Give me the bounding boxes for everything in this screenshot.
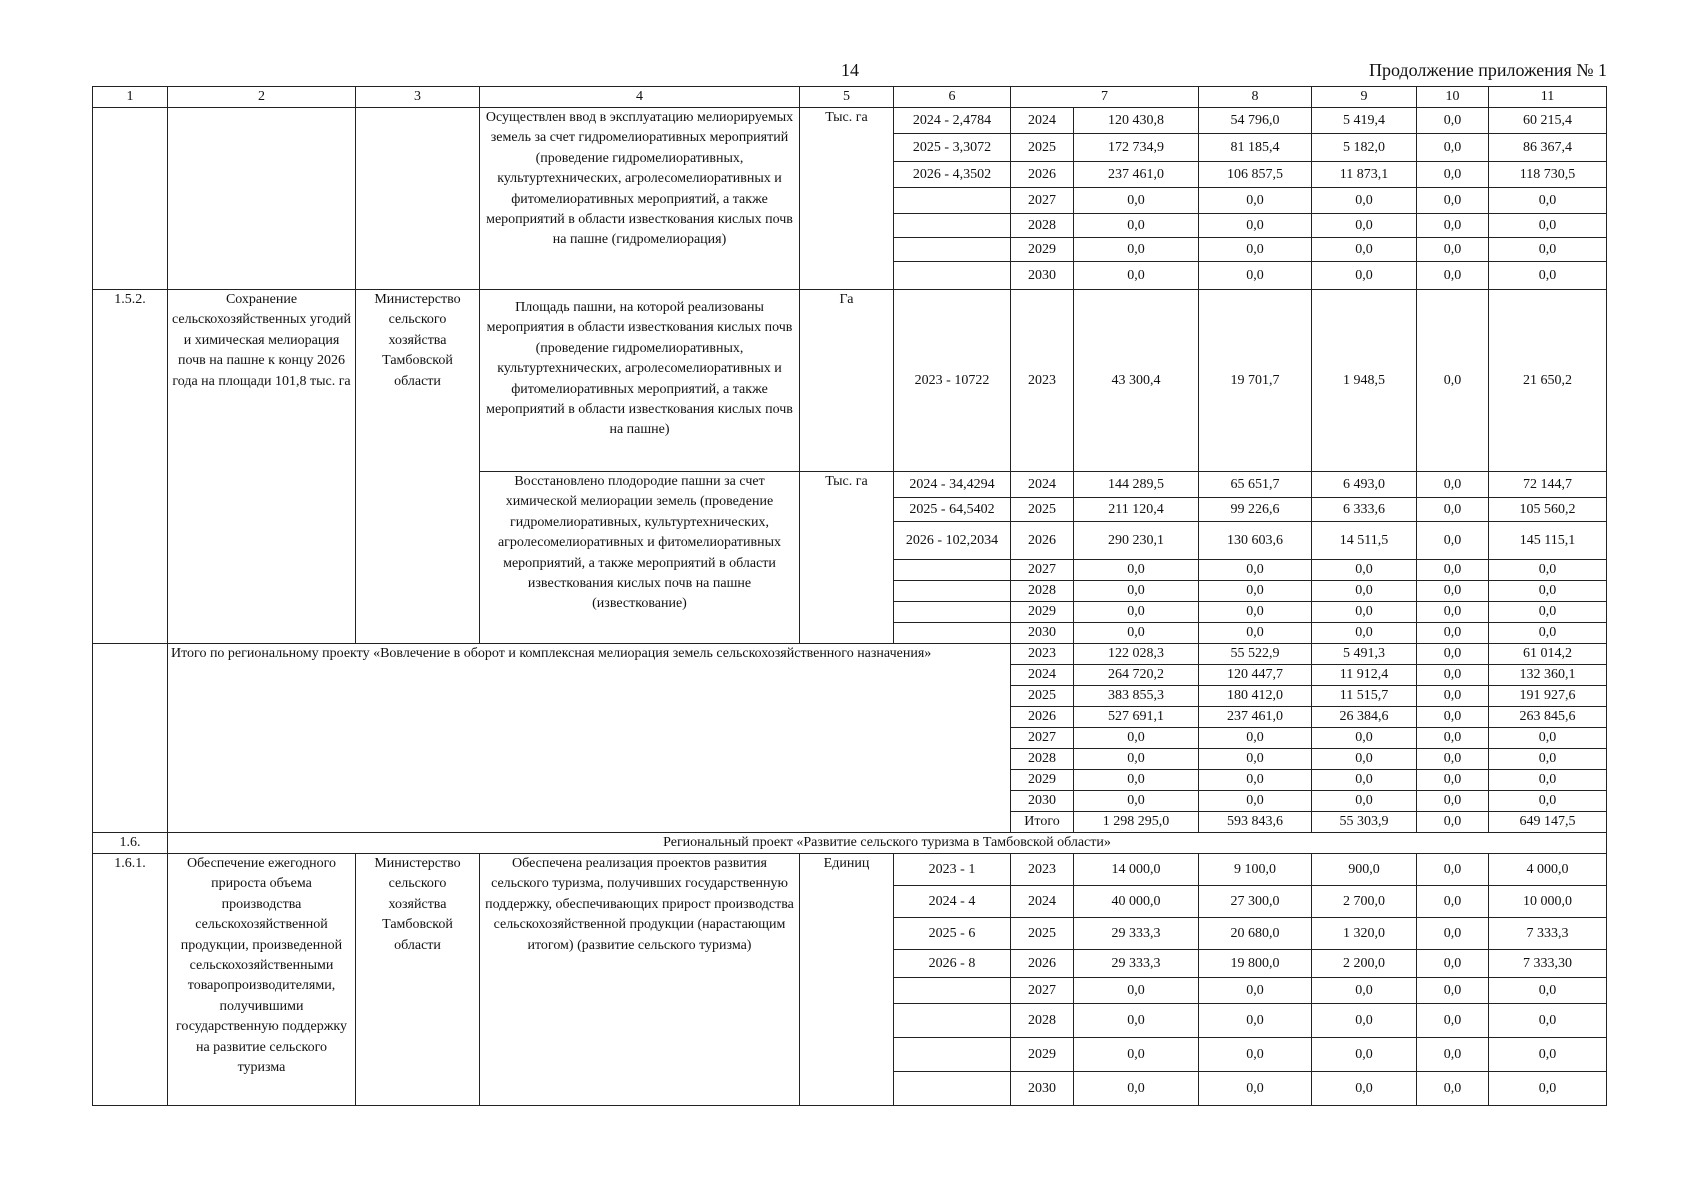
amount-cell: 0,0 (1312, 188, 1417, 214)
column-header: 7 (1011, 87, 1199, 108)
amount-cell: 0,0 (1417, 1038, 1489, 1072)
year-cell: 2027 (1011, 978, 1074, 1004)
amount-cell: 29 333,3 (1074, 918, 1199, 950)
target-value-cell (894, 978, 1011, 1004)
amount-cell: 43 300,4 (1074, 290, 1199, 472)
amount-cell: 900,0 (1312, 854, 1417, 886)
target-value-cell: 2023 - 1 (894, 854, 1011, 886)
regional-total-label: Итого по региональному проекту «Вовлечение в оборот и комплексная мелиорация земель сельскохозяйственного назначения» (168, 644, 1011, 833)
year-cell: 2023 (1011, 644, 1074, 665)
amount-cell: 61 014,2 (1489, 644, 1607, 665)
amount-cell: 0,0 (1417, 238, 1489, 262)
row-number-cell (93, 108, 168, 290)
amount-cell: 0,0 (1489, 749, 1607, 770)
executor-cell: Министерство сельского хозяйства Тамбовской области (356, 290, 480, 644)
target-value-cell (894, 238, 1011, 262)
amount-cell: 0,0 (1312, 728, 1417, 749)
section-number: 1.6. (93, 833, 168, 854)
amount-cell: 0,0 (1074, 770, 1199, 791)
indicator-name: Осуществлен ввод в эксплуатацию мелиорируемых земель за счет гидромелиоративных мероприятий (проведение гидромелиоративных, культуртехнических, агролесомелиоративных и фитомелиоративных мероприятий, а также мероприятий в области известкования кислых почв на пашне (гидромелиорация) (480, 108, 800, 290)
amount-cell: 0,0 (1312, 1072, 1417, 1106)
target-value-cell: 2024 - 4 (894, 886, 1011, 918)
amount-cell: 0,0 (1312, 978, 1417, 1004)
amount-cell: 0,0 (1074, 262, 1199, 290)
table-row (93, 854, 1607, 886)
target-value-cell: 2024 - 2,4784 (894, 108, 1011, 134)
amount-cell: 211 120,4 (1074, 498, 1199, 522)
amount-cell: 0,0 (1074, 728, 1199, 749)
target-value-cell (894, 262, 1011, 290)
target-value-cell (894, 214, 1011, 238)
amount-cell: 0,0 (1489, 978, 1607, 1004)
target-value-cell (894, 581, 1011, 602)
amount-cell: 54 796,0 (1199, 108, 1312, 134)
amount-cell: 180 412,0 (1199, 686, 1312, 707)
column-header: 2 (168, 87, 356, 108)
amount-cell: 29 333,3 (1074, 950, 1199, 978)
amount-cell: 0,0 (1199, 1004, 1312, 1038)
amount-cell: 527 691,1 (1074, 707, 1199, 728)
executor-cell: Министерство сельского хозяйства Тамбовской области (356, 854, 480, 1106)
amount-cell: 264 720,2 (1074, 665, 1199, 686)
measure-name-cell: Сохранение сельскохозяйственных угодий и химическая мелиорация почв на пашне к концу 2026 года на площади 101,8 тыс. га (168, 290, 356, 644)
year-cell: 2025 (1011, 498, 1074, 522)
amount-cell: 81 185,4 (1199, 134, 1312, 162)
amount-cell: 0,0 (1489, 1072, 1607, 1106)
indicator-name: Обеспечена реализация проектов развития сельского туризма, получивших государственную поддержку, обеспечивающих прирост производства сельскохозяйственной продукции (нарастающим итогом) (развитие сельского туризма) (480, 854, 800, 1106)
target-value-cell: 2025 - 64,5402 (894, 498, 1011, 522)
amount-cell: 290 230,1 (1074, 522, 1199, 560)
year-cell: 2025 (1011, 918, 1074, 950)
amount-cell: 14 511,5 (1312, 522, 1417, 560)
amount-cell: 0,0 (1417, 108, 1489, 134)
amount-cell: 0,0 (1417, 728, 1489, 749)
amount-cell: 10 000,0 (1489, 886, 1607, 918)
amount-cell: 4 000,0 (1489, 854, 1607, 886)
amount-cell: 0,0 (1199, 978, 1312, 1004)
year-cell: 2029 (1011, 238, 1074, 262)
year-cell: 2026 (1011, 707, 1074, 728)
amount-cell: 27 300,0 (1199, 886, 1312, 918)
amount-cell: 172 734,9 (1074, 134, 1199, 162)
column-header: 6 (894, 87, 1011, 108)
amount-cell: 60 215,4 (1489, 108, 1607, 134)
target-value-cell: 2026 - 4,3502 (894, 162, 1011, 188)
amount-cell: 0,0 (1312, 1004, 1417, 1038)
amount-cell: 2 700,0 (1312, 886, 1417, 918)
amount-cell: 6 493,0 (1312, 472, 1417, 498)
amount-cell: 1 948,5 (1312, 290, 1417, 472)
row-number-cell: 1.6.1. (93, 854, 168, 1106)
amount-cell: 5 491,3 (1312, 644, 1417, 665)
amount-cell: 0,0 (1417, 749, 1489, 770)
amount-cell: 0,0 (1312, 791, 1417, 812)
amount-cell: 0,0 (1417, 162, 1489, 188)
column-header: 8 (1199, 87, 1312, 108)
measure-name-cell (168, 108, 356, 290)
year-cell: 2027 (1011, 728, 1074, 749)
appendix-continuation-note: Продолжение приложения № 1 (1368, 60, 1607, 80)
amount-cell: 0,0 (1199, 770, 1312, 791)
amount-cell: 0,0 (1489, 770, 1607, 791)
unit-cell: Тыс. га (800, 472, 894, 644)
column-header: 1 (93, 87, 168, 108)
amount-cell: 6 333,6 (1312, 498, 1417, 522)
target-value-cell: 2024 - 34,4294 (894, 472, 1011, 498)
amount-cell: 0,0 (1199, 214, 1312, 238)
amount-cell: 0,0 (1199, 791, 1312, 812)
year-cell: 2028 (1011, 1004, 1074, 1038)
year-cell: 2028 (1011, 581, 1074, 602)
amount-cell: 0,0 (1312, 1038, 1417, 1072)
amount-cell: 5 182,0 (1312, 134, 1417, 162)
amount-cell: 20 680,0 (1199, 918, 1312, 950)
amount-cell: 0,0 (1312, 214, 1417, 238)
year-cell: 2030 (1011, 791, 1074, 812)
amount-cell: 0,0 (1199, 602, 1312, 623)
unit-cell: Тыс. га (800, 108, 894, 290)
year-cell: 2023 (1011, 854, 1074, 886)
table-row (93, 833, 1607, 854)
header-row (93, 87, 1607, 108)
amount-cell: 0,0 (1417, 978, 1489, 1004)
amount-cell: 0,0 (1312, 560, 1417, 581)
target-value-cell (894, 188, 1011, 214)
amount-cell: 0,0 (1417, 623, 1489, 644)
amount-cell: 19 701,7 (1199, 290, 1312, 472)
amount-cell: 0,0 (1417, 498, 1489, 522)
amount-cell: 237 461,0 (1199, 707, 1312, 728)
amount-cell: 0,0 (1417, 686, 1489, 707)
amount-cell: 0,0 (1417, 262, 1489, 290)
year-cell: 2029 (1011, 602, 1074, 623)
target-value-cell (894, 1072, 1011, 1106)
amount-cell: 86 367,4 (1489, 134, 1607, 162)
amount-cell: 65 651,7 (1199, 472, 1312, 498)
amount-cell: 0,0 (1074, 1072, 1199, 1106)
amount-cell: 0,0 (1199, 262, 1312, 290)
unit-cell: Га (800, 290, 894, 472)
year-cell: 2024 (1011, 665, 1074, 686)
amount-cell: 0,0 (1417, 950, 1489, 978)
amount-cell: 191 927,6 (1489, 686, 1607, 707)
amount-cell: 0,0 (1199, 560, 1312, 581)
row-number-cell (93, 644, 168, 833)
amount-cell: 0,0 (1417, 581, 1489, 602)
amount-cell: 0,0 (1312, 770, 1417, 791)
amount-cell: 118 730,5 (1489, 162, 1607, 188)
year-cell: 2028 (1011, 749, 1074, 770)
amount-cell: 14 000,0 (1074, 854, 1199, 886)
amount-cell: 0,0 (1417, 644, 1489, 665)
amount-cell: 0,0 (1417, 770, 1489, 791)
year-cell: 2026 (1011, 162, 1074, 188)
amount-cell: 0,0 (1489, 1004, 1607, 1038)
measure-name-cell: Обеспечение ежегодного прироста объема производства сельскохозяйственной продукции, произведенной сельскохозяйственными товаропроизводителями, получившими государственную поддержку на развитие сельского туризма (168, 854, 356, 1106)
amount-cell: 0,0 (1417, 707, 1489, 728)
amount-cell: 0,0 (1074, 749, 1199, 770)
year-cell: 2025 (1011, 134, 1074, 162)
amount-cell: 0,0 (1312, 262, 1417, 290)
amount-cell: 7 333,3 (1489, 918, 1607, 950)
section-title: Региональный проект «Развитие сельского туризма в Тамбовской области» (168, 833, 1607, 854)
amount-cell: 0,0 (1417, 1004, 1489, 1038)
year-cell: 2030 (1011, 623, 1074, 644)
amount-cell: 0,0 (1417, 188, 1489, 214)
amount-cell: 0,0 (1417, 854, 1489, 886)
year-cell: 2024 (1011, 886, 1074, 918)
amount-cell: 0,0 (1489, 560, 1607, 581)
year-cell: 2030 (1011, 262, 1074, 290)
amount-cell: 0,0 (1489, 602, 1607, 623)
amount-cell: 0,0 (1417, 560, 1489, 581)
table-row (93, 290, 1607, 472)
executor-cell (356, 108, 480, 290)
amount-cell: 0,0 (1074, 581, 1199, 602)
amount-cell: 0,0 (1074, 560, 1199, 581)
amount-cell: 0,0 (1489, 262, 1607, 290)
amount-cell: 0,0 (1312, 602, 1417, 623)
amount-cell: 263 845,6 (1489, 707, 1607, 728)
amount-cell: 0,0 (1417, 665, 1489, 686)
amount-cell: 0,0 (1199, 749, 1312, 770)
target-value-cell (894, 560, 1011, 581)
amount-cell: 105 560,2 (1489, 498, 1607, 522)
amount-cell: 0,0 (1074, 238, 1199, 262)
amount-cell: 11 873,1 (1312, 162, 1417, 188)
amount-cell: 0,0 (1074, 978, 1199, 1004)
column-header: 5 (800, 87, 894, 108)
amount-cell: 1 320,0 (1312, 918, 1417, 950)
amount-cell: 0,0 (1312, 623, 1417, 644)
target-value-cell (894, 602, 1011, 623)
target-value-cell: 2025 - 3,3072 (894, 134, 1011, 162)
amount-cell: 0,0 (1074, 623, 1199, 644)
amount-cell: 7 333,30 (1489, 950, 1607, 978)
year-cell: 2024 (1011, 472, 1074, 498)
amount-cell: 145 115,1 (1489, 522, 1607, 560)
row-number-cell: 1.5.2. (93, 290, 168, 644)
amount-cell: 0,0 (1074, 1038, 1199, 1072)
amount-cell: 0,0 (1489, 1038, 1607, 1072)
amount-cell: 383 855,3 (1074, 686, 1199, 707)
target-value-cell (894, 623, 1011, 644)
amount-cell: 0,0 (1199, 581, 1312, 602)
column-header: 10 (1417, 87, 1489, 108)
table-row (93, 108, 1607, 134)
amount-cell: 40 000,0 (1074, 886, 1199, 918)
year-cell: 2028 (1011, 214, 1074, 238)
amount-cell: 0,0 (1417, 918, 1489, 950)
amount-cell: 5 419,4 (1312, 108, 1417, 134)
amount-cell: 0,0 (1489, 188, 1607, 214)
year-cell: 2024 (1011, 108, 1074, 134)
target-value-cell: 2023 - 10722 (894, 290, 1011, 472)
indicator-name: Восстановлено плодородие пашни за счет химической мелиорации земель (проведение гидромелиоративных, культуртехнических, агролесомелиоративных и фитомелиоративных мероприятий, а также мероприятий в области известкования кислых почв на пашне (известкование) (480, 472, 800, 644)
amount-cell: 106 857,5 (1199, 162, 1312, 188)
column-header: 3 (356, 87, 480, 108)
amount-cell: 0,0 (1312, 749, 1417, 770)
amount-cell: 0,0 (1417, 886, 1489, 918)
amount-cell: 0,0 (1489, 728, 1607, 749)
amount-cell: 0,0 (1199, 728, 1312, 749)
indicator-name: Площадь пашни, на которой реализованы мероприятия в области известкования кислых почв (проведение гидромелиоративных, культуртехнических, агролесомелиоративных и фитомелиоративных мероприятий, а также мероприятий в области известкования кислых почв на пашне) (480, 290, 800, 472)
year-cell: 2027 (1011, 188, 1074, 214)
amount-cell: 0,0 (1199, 238, 1312, 262)
amount-cell: 0,0 (1417, 214, 1489, 238)
target-value-cell: 2026 - 8 (894, 950, 1011, 978)
amount-cell: 0,0 (1417, 472, 1489, 498)
amount-cell: 120 430,8 (1074, 108, 1199, 134)
column-header: 11 (1489, 87, 1607, 108)
unit-cell: Единиц (800, 854, 894, 1106)
year-cell: 2026 (1011, 950, 1074, 978)
year-cell: 2029 (1011, 770, 1074, 791)
page-number: 14 (841, 60, 859, 80)
amount-cell: 0,0 (1417, 602, 1489, 623)
amount-cell: 120 447,7 (1199, 665, 1312, 686)
target-value-cell (894, 1004, 1011, 1038)
amount-cell: 0,0 (1074, 791, 1199, 812)
amount-cell: 130 603,6 (1199, 522, 1312, 560)
amount-cell: 0,0 (1489, 791, 1607, 812)
amount-cell: 11 912,4 (1312, 665, 1417, 686)
year-cell: Итого (1011, 812, 1074, 833)
amount-cell: 55 522,9 (1199, 644, 1312, 665)
target-value-cell: 2026 - 102,2034 (894, 522, 1011, 560)
amount-cell: 0,0 (1074, 602, 1199, 623)
year-cell: 2026 (1011, 522, 1074, 560)
appendix-table (92, 86, 1607, 1106)
amount-cell: 237 461,0 (1074, 162, 1199, 188)
amount-cell: 1 298 295,0 (1074, 812, 1199, 833)
amount-cell: 11 515,7 (1312, 686, 1417, 707)
amount-cell: 0,0 (1489, 623, 1607, 644)
table-row (93, 644, 1607, 665)
amount-cell: 2 200,0 (1312, 950, 1417, 978)
amount-cell: 0,0 (1199, 188, 1312, 214)
amount-cell: 0,0 (1312, 238, 1417, 262)
amount-cell: 99 226,6 (1199, 498, 1312, 522)
amount-cell: 649 147,5 (1489, 812, 1607, 833)
year-cell: 2025 (1011, 686, 1074, 707)
amount-cell: 0,0 (1417, 134, 1489, 162)
amount-cell: 0,0 (1199, 1072, 1312, 1106)
amount-cell: 55 303,9 (1312, 812, 1417, 833)
amount-cell: 0,0 (1489, 214, 1607, 238)
amount-cell: 144 289,5 (1074, 472, 1199, 498)
amount-cell: 0,0 (1074, 1004, 1199, 1038)
amount-cell: 0,0 (1489, 238, 1607, 262)
year-cell: 2023 (1011, 290, 1074, 472)
amount-cell: 0,0 (1199, 1038, 1312, 1072)
amount-cell: 0,0 (1417, 791, 1489, 812)
amount-cell: 0,0 (1312, 581, 1417, 602)
amount-cell: 593 843,6 (1199, 812, 1312, 833)
amount-cell: 19 800,0 (1199, 950, 1312, 978)
amount-cell: 0,0 (1417, 290, 1489, 472)
target-value-cell: 2025 - 6 (894, 918, 1011, 950)
amount-cell: 26 384,6 (1312, 707, 1417, 728)
amount-cell: 0,0 (1074, 188, 1199, 214)
target-value-cell (894, 1038, 1011, 1072)
amount-cell: 0,0 (1199, 623, 1312, 644)
amount-cell: 21 650,2 (1489, 290, 1607, 472)
column-header: 4 (480, 87, 800, 108)
amount-cell: 0,0 (1417, 812, 1489, 833)
amount-cell: 0,0 (1074, 214, 1199, 238)
amount-cell: 9 100,0 (1199, 854, 1312, 886)
amount-cell: 0,0 (1417, 522, 1489, 560)
amount-cell: 0,0 (1489, 581, 1607, 602)
year-cell: 2027 (1011, 560, 1074, 581)
year-cell: 2029 (1011, 1038, 1074, 1072)
amount-cell: 0,0 (1417, 1072, 1489, 1106)
amount-cell: 132 360,1 (1489, 665, 1607, 686)
column-header: 9 (1312, 87, 1417, 108)
amount-cell: 72 144,7 (1489, 472, 1607, 498)
amount-cell: 122 028,3 (1074, 644, 1199, 665)
year-cell: 2030 (1011, 1072, 1074, 1106)
